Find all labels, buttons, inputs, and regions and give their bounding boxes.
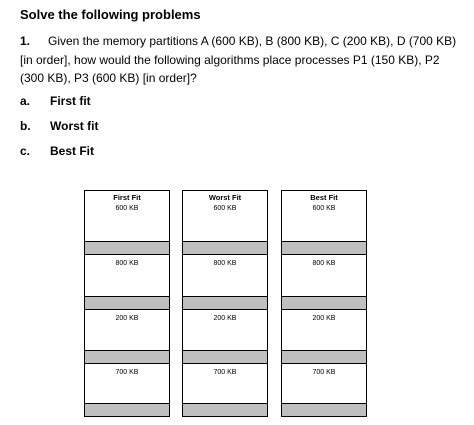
partition-d: [282, 364, 366, 404]
column-title: First Fit: [113, 193, 141, 202]
option-letter: a.: [20, 94, 31, 108]
memory-column-first-fit: [84, 190, 170, 417]
column-title: Worst Fit: [208, 193, 242, 202]
gap-block: [183, 404, 267, 416]
partition-a: [282, 191, 366, 242]
partition-c: [282, 310, 366, 351]
partition-d: [183, 364, 267, 404]
option-b: [20, 119, 98, 133]
option-letter: c.: [20, 144, 31, 158]
partition-size: 200 KB: [213, 315, 237, 322]
partition-b: [85, 255, 169, 297]
partition-c: [183, 310, 267, 351]
gap-block: [282, 404, 366, 416]
option-label: Worst fit: [50, 119, 99, 133]
partition-a: [183, 191, 267, 242]
partition-size: 600 KB: [115, 205, 139, 212]
partition-size: 600 KB: [312, 205, 336, 212]
page-heading: Solve the following problems: [20, 7, 201, 22]
partition-a: [85, 191, 169, 242]
column-title: Best Fit: [310, 193, 338, 202]
question-text: Given the memory partitions A (600 KB), B (800 KB), C (200 KB), D (700 KB) [in order], how would the following algorithms place processes P1 (150 KB), P2 (300 KB), P3 (600 KB) [in order]?: [20, 34, 457, 85]
question-1: [20, 32, 460, 88]
partition-size: 700 KB: [115, 369, 139, 376]
gap-block: [282, 297, 366, 310]
gap-block: [183, 297, 267, 310]
option-label: Best Fit: [50, 144, 95, 158]
partition-size: 800 KB: [115, 260, 139, 267]
gap-block: [282, 242, 366, 255]
partition-size: 800 KB: [213, 260, 237, 267]
partition-d: [85, 364, 169, 404]
partition-size: 800 KB: [312, 260, 336, 267]
partition-size: 200 KB: [115, 315, 139, 322]
partition-size: 700 KB: [312, 369, 336, 376]
partition-b: [282, 255, 366, 297]
memory-column-best-fit: [281, 190, 367, 417]
option-label: First fit: [50, 94, 91, 108]
gap-block: [183, 351, 267, 364]
option-c: [20, 144, 94, 158]
memory-column-worst-fit: [182, 190, 268, 417]
gap-block: [85, 404, 169, 416]
partition-size: 700 KB: [213, 369, 237, 376]
gap-block: [183, 242, 267, 255]
option-letter: b.: [20, 119, 31, 133]
gap-block: [85, 297, 169, 310]
partition-b: [183, 255, 267, 297]
partition-c: [85, 310, 169, 351]
gap-block: [85, 242, 169, 255]
question-number: 1.: [20, 34, 31, 48]
partition-size: 600 KB: [213, 205, 237, 212]
gap-block: [282, 351, 366, 364]
option-a: [20, 94, 91, 108]
gap-block: [85, 351, 169, 364]
partition-size: 200 KB: [312, 315, 336, 322]
